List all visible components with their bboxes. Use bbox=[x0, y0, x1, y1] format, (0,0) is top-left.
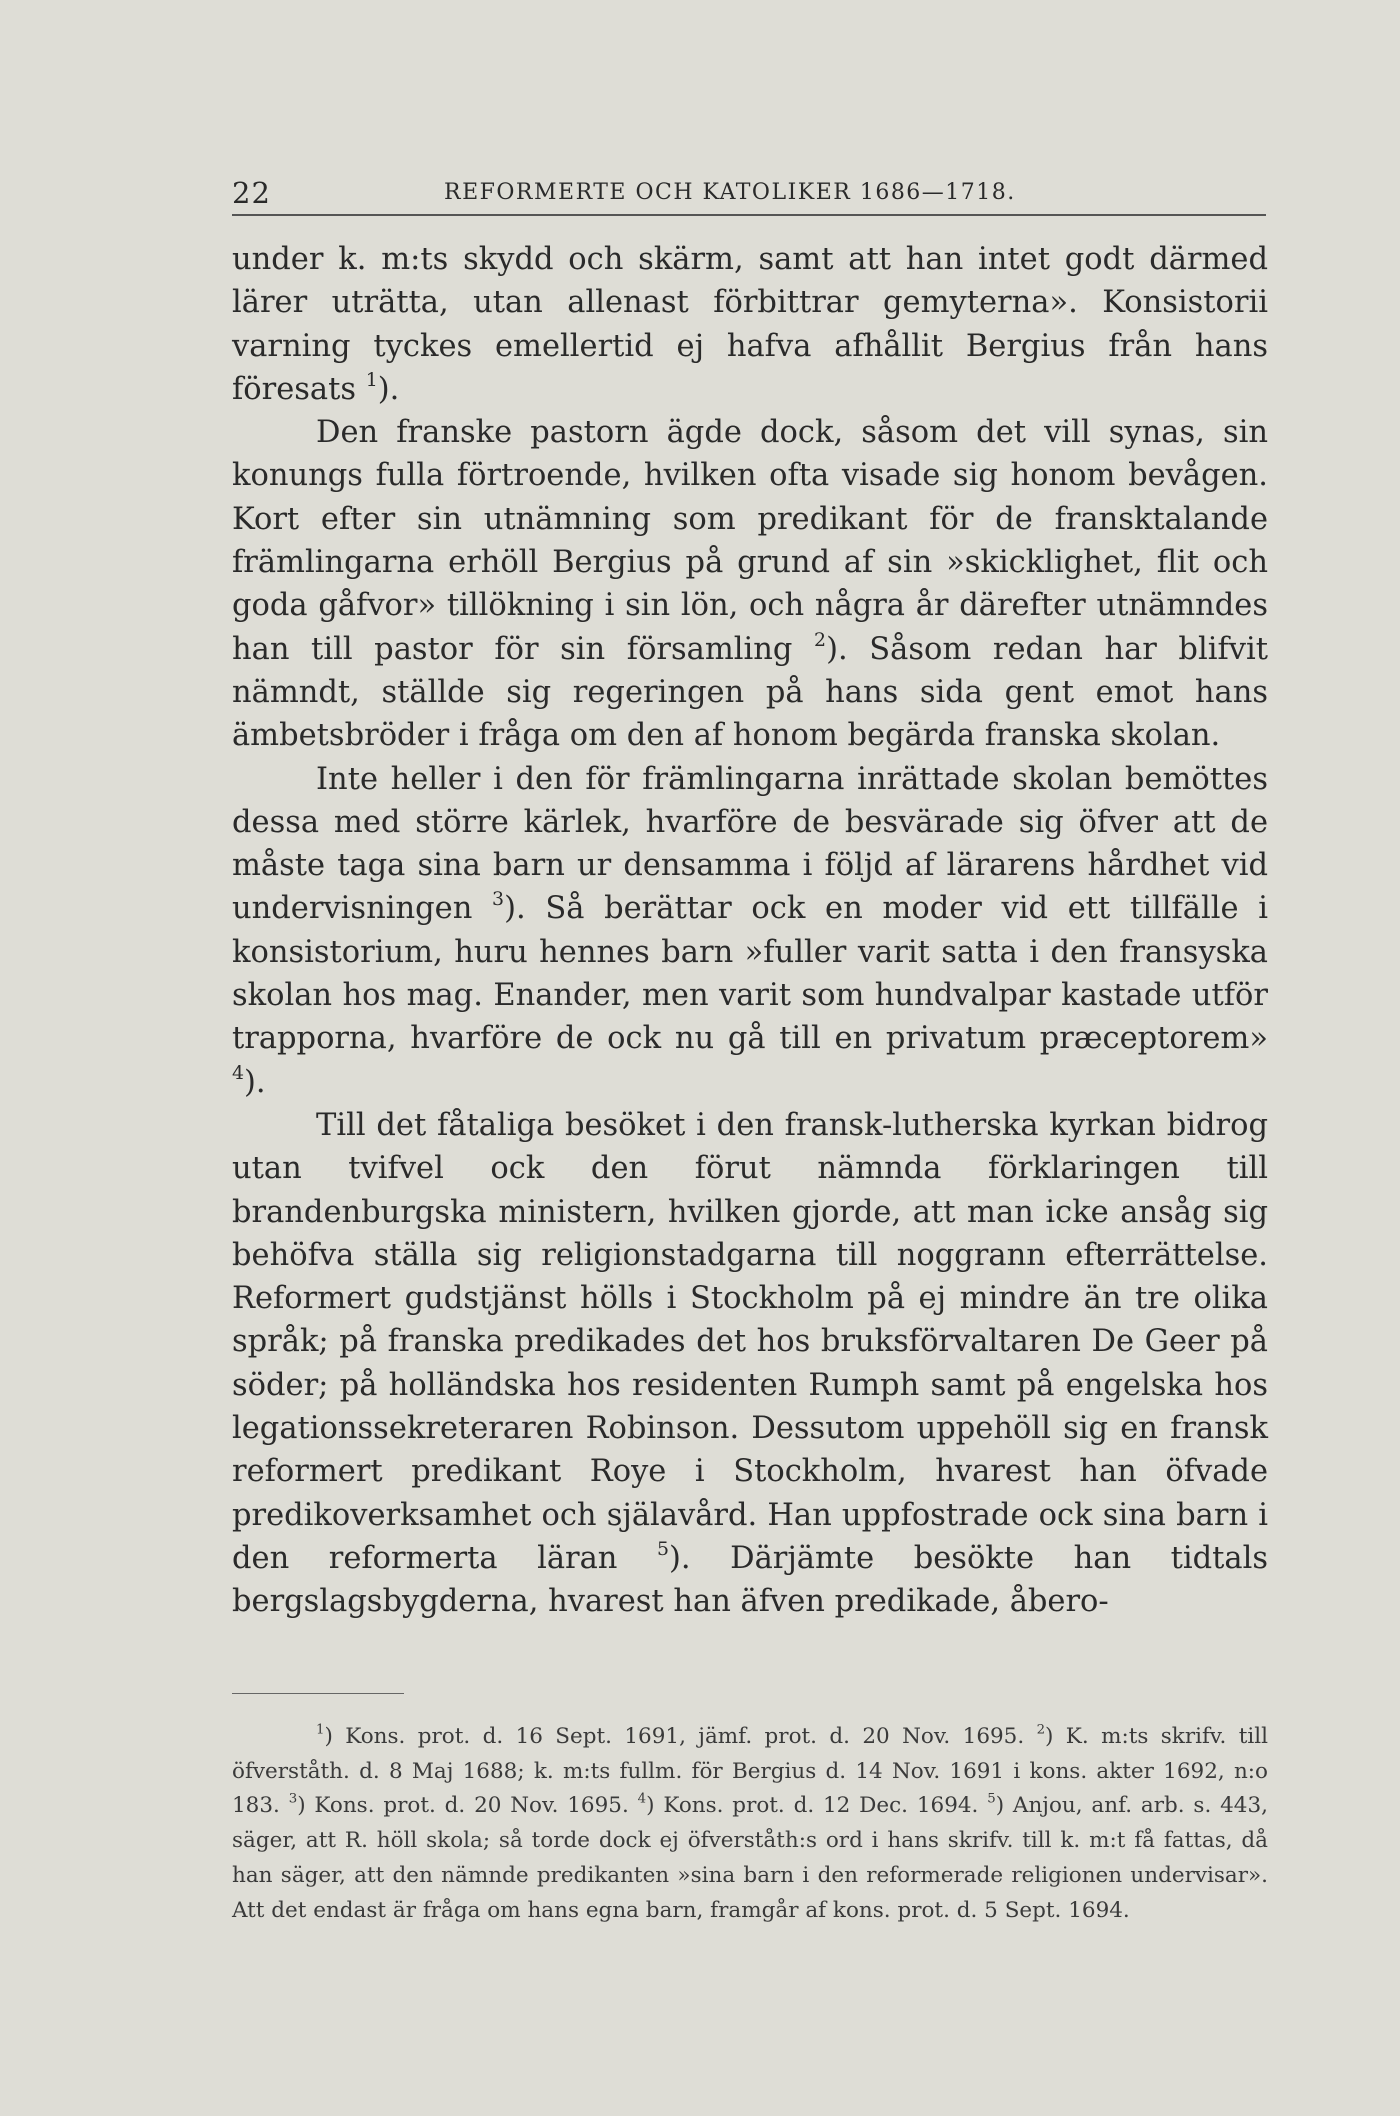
text-run: under k. m:ts skydd och skärm, samt att han intet godt därmed lärer uträtta, utan allenast förbittrar gemyterna». Konsistorii varning tyckes emellertid ej hafva afhållit Bergius från hans föresats bbox=[232, 242, 1268, 407]
body-text bbox=[232, 238, 1268, 1624]
paragraph bbox=[232, 411, 1268, 757]
running-title: REFORMERTE OCH KATOLIKER 1686—1718. bbox=[444, 180, 1016, 205]
text-run: ) Kons. prot. d. 20 Nov. 1695. bbox=[297, 1793, 638, 1819]
footnote-marker: 1 bbox=[365, 368, 378, 391]
header-rule bbox=[232, 214, 1266, 216]
text-run: ). bbox=[244, 1064, 266, 1100]
text-run: Den franske pastorn ägde dock, såsom det vill synas, sin konungs fulla förtroende, hvilken ofta visade sig honom bevågen. Kort efter sin utnämning som predikant för de fransktalande främlingarna erhöll Bergius på grund af sin »skicklighet, flit och goda gåfvor» tillökning i sin lön, och några år därefter utnämndes han till pastor för sin församling bbox=[232, 415, 1268, 667]
footnote-marker: 1 bbox=[316, 1722, 325, 1738]
text-run: ). bbox=[377, 371, 400, 407]
footnote-marker: 3 bbox=[492, 888, 505, 911]
text-run: Inte heller i den för främlingarna inrättade skolan bemöttes dessa med större kärlek, hvarföre de besvärade sig öfver att de måste taga sina barn ur densamma i följd af lärarens hårdhet vid undervisningen bbox=[232, 761, 1268, 927]
footnote-marker: 5 bbox=[987, 1792, 996, 1808]
text-run: ) K. m:ts skrifv. till öfverståth. d. 8 Maj 1688; k. m:ts fullm. för Bergius d. 14 Nov. 1691 i kons. akter 1692, n:o 183. bbox=[232, 1724, 1268, 1819]
text-run: ). Såsom redan har blifvit nämndt, ställde sig regeringen på hans sida gent emot hans ämbetsbröder i fråga om den af honom begärda franska skolan. bbox=[232, 631, 1268, 754]
paragraph bbox=[232, 238, 1268, 411]
footnote bbox=[232, 1720, 1268, 1928]
text-run: ) Kons. prot. d. 12 Dec. 1694. bbox=[646, 1793, 988, 1819]
footnote-marker: 3 bbox=[288, 1792, 298, 1808]
footnote-marker: 4 bbox=[637, 1792, 647, 1808]
text-run: Till det fåtaliga besöket i den fransk-lutherska kyrkan bidrog utan tvifvel ock den förut nämnda förklaringen till brandenburgska ministern, hvilken gjorde, att man icke ansåg sig behöfva ställa sig religionstadgarna till noggrann efterrättelse. Reformert gudstjänst hölls i Stockholm på ej mindre än tre olika språk; på franska predikades det hos bruksförvaltaren De Geer på söder; på holländska hos residenten Rumph samt på engelska hos legationssekreteraren Robinson. Dessutom uppehöll sig en fransk reformert predikant Roye i Stockholm, hvarest han öfvade predikoverksamhet och själavård. Han uppfostrade ock sina barn i den reformerta läran bbox=[232, 1107, 1268, 1576]
text-run: ) Anjou, anf. arb. s. 443, säger, att R. höll skola; så torde dock ej öfverståth:s ord i hans skrifv. till k. m:t få fattas, då han säger, att den nämnde predikanten »sina barn i den reformerade religionen undervisar». Att det endast är fråga om hans egna barn, framgår af kons. prot. d. 5 Sept. 1694. bbox=[232, 1793, 1268, 1923]
paragraph bbox=[232, 1104, 1268, 1624]
paragraph bbox=[232, 758, 1268, 1104]
footnote-marker: 2 bbox=[814, 628, 827, 651]
text-run: ) Kons. prot. d. 16 Sept. 1691, jämf. prot. d. 20 Nov. 1695. bbox=[324, 1724, 1037, 1749]
text-run: ). Därjämte besökte han tidtals bergslagsbygderna, hvarest han äfven predikade, åbero- bbox=[232, 1540, 1269, 1620]
footnote-marker: 4 bbox=[232, 1061, 245, 1084]
footnote-rule bbox=[232, 1693, 404, 1694]
footnote-marker: 2 bbox=[1036, 1722, 1046, 1738]
footnotes bbox=[232, 1720, 1268, 1928]
footnote-marker: 5 bbox=[656, 1537, 670, 1560]
text-run: ). Så berättar ock en moder vid ett tillfälle i konsistorium, huru hennes barn »fuller varit satta i den fransyska skolan hos mag. Enander, men varit som hundvalpar kastade utför trapporna, hvarföre de ock nu gå till en privatum præceptorem» bbox=[232, 891, 1268, 1057]
page-number: 22 bbox=[232, 176, 271, 210]
page-header bbox=[232, 176, 1266, 210]
